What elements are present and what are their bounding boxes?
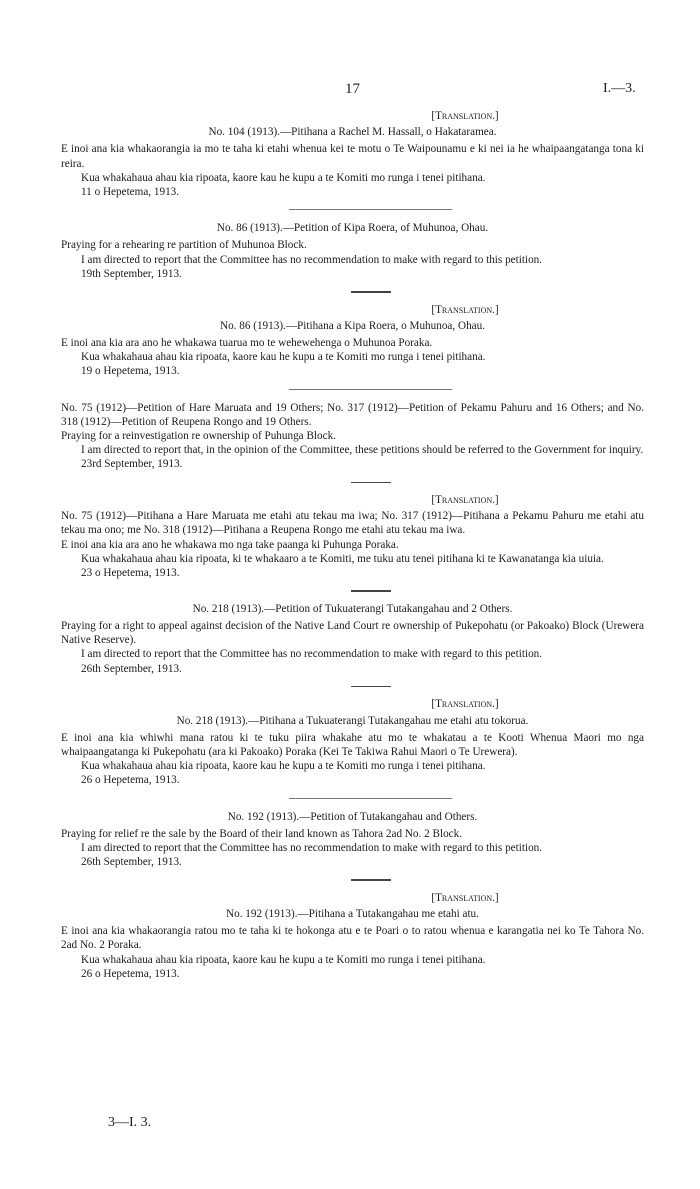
- section-divider: [351, 590, 391, 592]
- committee-report: Kua whakahaua ahau kia ripoata, kaore kau he kupu a te Komiti mo runga i tenei pitihana.: [81, 760, 486, 773]
- petition-heading: No. 86 (1913).—Petition of Kipa Roera, of Muhunoa, Ohau.: [216, 222, 489, 235]
- petition-prayer: Praying for a reinvestigation re ownership of Puhunga Block.: [61, 429, 336, 442]
- petition-prayer: Praying for a right to appeal against decision of the Native Land Court re ownership of Pukepohatu (or Pakoako) Block (Urewera Native Reserve).: [61, 619, 644, 647]
- section-divider: [351, 686, 391, 688]
- report-date: 26th September, 1913.: [81, 662, 182, 675]
- page-number: 17: [345, 81, 360, 97]
- page-header: [0, 82, 700, 102]
- committee-report: I am directed to report that the Committee has no recommendation to make with regard to this petition.: [81, 253, 543, 266]
- petition-heading: No. 104 (1913).—Pitihana a Rachel M. Hassall, o Hakataramea.: [208, 126, 497, 139]
- petition-heading: No. 86 (1913).—Pitihana a Kipa Roera, o Muhunoa, Ohau.: [219, 319, 486, 332]
- petition-list: [61, 103, 644, 981]
- petition-prayer: E inoi ana kia whiwhi mana ratou ki te tuku piira whakahe atu mo te whakatau a te Kooti Whenua Maori mo nga whaipaangatanga ki Pukepohatu (ara ki Pakoako) Poraka (Kei Te Takiwa Rahui Maori o Te Urewera).: [61, 731, 644, 758]
- petition-prayer: E inoi ana kia ara ano he whakawa mo nga take paanga ki Puhunga Poraka.: [61, 538, 399, 551]
- committee-report: I am directed to report that the Committee has no recommendation to make with regard to this petition.: [81, 648, 543, 661]
- section-divider: [351, 879, 391, 881]
- section-divider: [289, 798, 452, 799]
- translation-label: [Translation.]: [431, 891, 499, 904]
- petition-prayer: Praying for a rehearing re partition of Muhunoa Block.: [61, 239, 307, 252]
- report-date: 26 o Hepetema, 1913.: [81, 967, 180, 980]
- translation-label: [Translation.]: [431, 303, 499, 316]
- translation-label: [Translation.]: [431, 494, 499, 507]
- paper-reference: I.—3.: [603, 81, 636, 96]
- petition-prayer: E inoi ana kia whakaorangia ia mo te taha ki etahi whenua kei te motu o Te Waipounamu e ki nei ia he whaipaangatanga tona ki reira.: [61, 143, 644, 170]
- report-date: 26 o Hepetema, 1913.: [81, 774, 180, 787]
- committee-report: Kua whakahaua ahau kia ripoata, kaore kau he kupu a te Komiti mo runga i tenei pitihana.: [81, 351, 486, 364]
- petition-heading: No. 218 (1913).—Pitihana a Tukuaterangi Tutakangahau me etahi atu tokorua.: [176, 714, 529, 727]
- section-divider: [351, 291, 391, 293]
- petition-prayer: Praying for relief re the sale by the Board of their land known as Tahora 2ad No. 2 Block.: [61, 827, 463, 840]
- report-date: 23 o Hepetema, 1913.: [81, 567, 180, 580]
- page-footer-signature: 3—I. 3.: [108, 1115, 152, 1130]
- report-date: 19 o Hepetema, 1913.: [81, 365, 180, 378]
- translation-label: [Translation.]: [431, 698, 499, 711]
- petition-prayer: E inoi ana kia whakaorangia ratou mo te taha ki te hokonga atu e te Poari o to ratou whenua e karangatia nei ko Te Tahora No. 2ad No. 2 Poraka.: [61, 925, 644, 952]
- committee-report: I am directed to report that the Committee has no recommendation to make with regard to this petition.: [81, 841, 543, 854]
- committee-report: Kua whakahaua ahau kia ripoata, kaore kau he kupu a te Komiti mo runga i tenei pitihana.: [81, 171, 486, 184]
- section-divider: [289, 389, 452, 390]
- petition-heading: No. 192 (1913).—Pitihana a Tutakangahau me etahi atu.: [226, 908, 479, 921]
- petition-heading: No. 75 (1912)—Petition of Hare Maruata and 19 Others; No. 317 (1912)—Petition of Pekamu Pahuru and 16 Others; and No. 318 (1912)—Petition of Reupena Rongo and 19 Others.: [61, 401, 644, 428]
- petition-heading: No. 192 (1913).—Petition of Tutakangahau and Others.: [227, 810, 478, 823]
- report-date: 11 o Hepetema, 1913.: [81, 186, 180, 199]
- committee-report: Kua whakahaua ahau kia ripoata, kaore kau he kupu a te Komiti mo runga i tenei pitihana.: [81, 953, 486, 966]
- report-date: 19th September, 1913.: [81, 267, 182, 280]
- petition-heading: No. 75 (1912)—Pitihana a Hare Maruata me etahi atu tekau ma iwa; No. 317 (1912)—Pitihana a Pekamu Pahuru me etahi atu tekau ma ono; me No. 318 (1912)—Pitihana a Reupena Rongo me etahi atu tekau ma iwa.: [61, 510, 644, 537]
- committee-report: Kua whakahaua ahau kia ripoata, ki te whakaaro a te Komiti, me tuku atu tenei pitihana ki te Kawanatanga kia uiuia.: [81, 552, 604, 565]
- report-date: 26th September, 1913.: [81, 856, 182, 869]
- translation-label: [Translation.]: [431, 110, 499, 122]
- section-divider: [289, 209, 452, 210]
- petition-prayer: E inoi ana kia ara ano he whakawa tuarua mo te wehewehenga o Muhunoa Poraka.: [61, 336, 433, 349]
- committee-report: I am directed to report that, in the opinion of the Committee, these petitions should be referred to the Government for inquiry.: [81, 444, 644, 457]
- petition-heading: No. 218 (1913).—Petition of Tukuaterangi Tutakangahau and 2 Others.: [192, 602, 513, 615]
- report-date: 23rd September, 1913.: [81, 458, 183, 471]
- section-divider: [351, 482, 391, 484]
